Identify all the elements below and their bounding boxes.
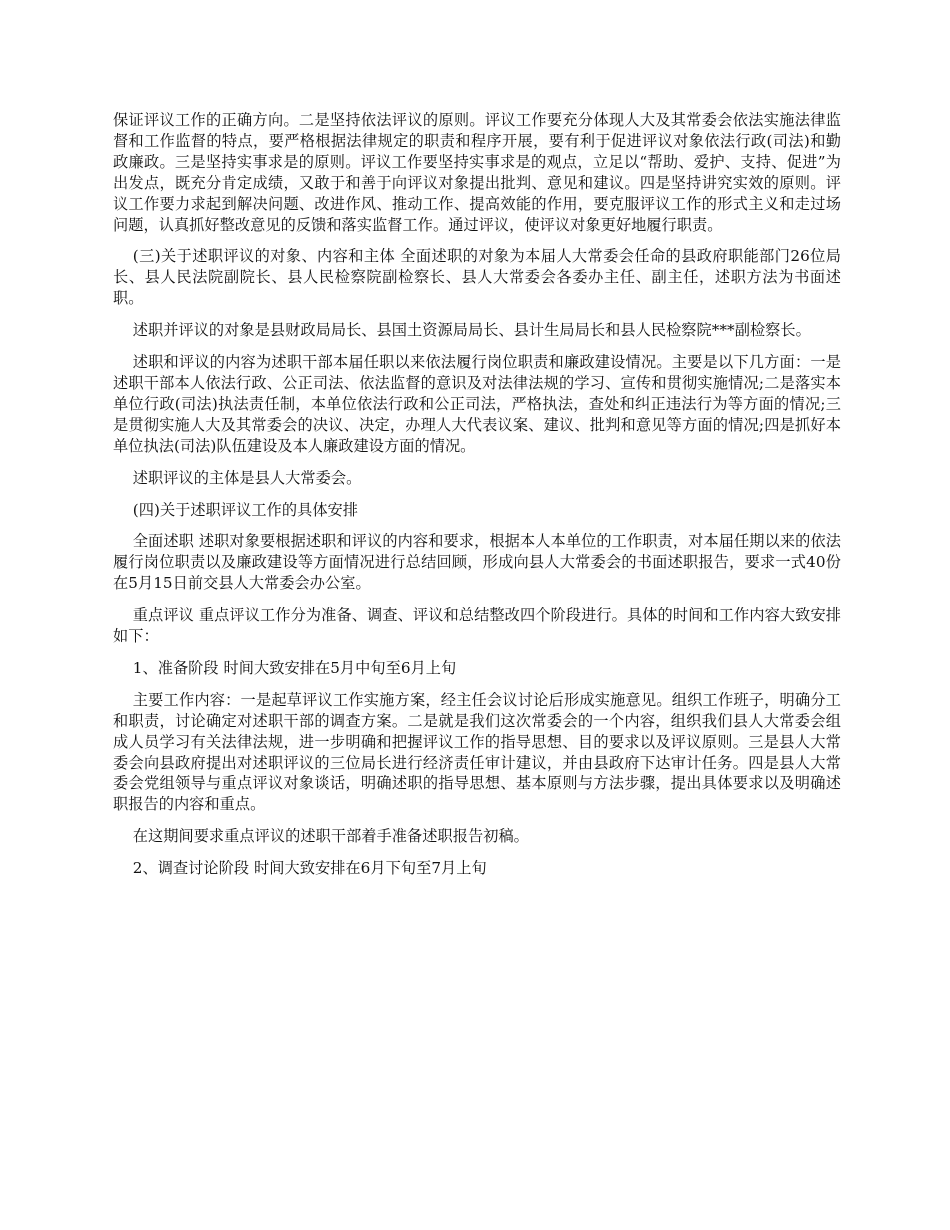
paragraph-3: 述职并评议的对象是县财政局局长、县国土资源局局长、县计生局局长和县人民检察院***副检察长。 — [132, 321, 811, 340]
paragraph-1: 保证评议工作的正确方向。二是坚持依法评议的原则。评议工作要充分体现人大及其常委会依法实施法律监督和工作监督的特点，要严格根据法律规定的职责和程序开展，要有利于促进评议对象依法行政(司法)和勤政廉政。三是坚持实事求是的原则。评议工作要坚持实事求是的观点，立足以“帮助、爱护、支持、促进”为出发点，既充分肯定成绩，又敢于和善于向评议对象提出批判、意见和建议。四是坚持讲究实效的原则。评议工作要力求起到解决问题、改进作风、推动工作、提高效能的作用，要克服评议工作的形式主义和走过场问题，认真抓好整改意见的反馈和落实监督工作。通过评议，使评议对象更好地履行职责。 — [113, 111, 841, 234]
section-heading-4: (四)关于述职评议工作的具体安排 — [132, 500, 359, 519]
document-body — [113, 110, 841, 890]
stage-heading-2: 2、调查讨论阶段 时间大致安排在6月下旬至7月上旬 — [132, 859, 487, 878]
paragraph-2: (三)关于述职评议的对象、内容和主体 全面述职的对象为本届人大常委会任命的县政府职能部门26位局长、县人民法院副院长、县人民检察院副检察长、县人大常委会各委办主任、副主任，述职方法为书面述职。 — [113, 247, 841, 308]
paragraph-5: 述职评议的主体是县人大常委会。 — [132, 468, 362, 487]
paragraph-4: 述职和评议的内容为述职干部本届任职以来依法履行岗位职责和廉政建设情况。主要是以下几方面：一是述职干部本人依法行政、公正司法、依法监督的意识及对法律法规的学习、宣传和贯彻实施情况;二是落实本单位行政(司法)执法责任制，本单位依法行政和公正司法，严格执法，查处和纠正违法行为等方面的情况;三是贯彻实施人大及其常委会的决议、决定，办理人大代表议案、建议、批判和意见等方面的情况;四是抓好本单位执法(司法)队伍建设及本人廉政建设方面的情况。 — [113, 353, 841, 455]
paragraph-11: 在这期间要求重点评议的述职干部着手准备述职报告初稿。 — [132, 827, 529, 846]
paragraph-8: 重点评议 重点评议工作分为准备、调查、评议和总结整改四个阶段进行。具体的时间和工作内容大致安排如下： — [113, 606, 841, 646]
stage-heading-1: 1、准备阶段 时间大致安排在5月中旬至6月上旬 — [132, 658, 457, 677]
paragraph-10: 主要工作内容：一是起草评议工作实施方案，经主任会议讨论后形成实施意见。组织工作班子，明确分工和职责，讨论确定对述职干部的调查方案。二是就是我们这次常委会的一个内容，组织我们县人大常委会组成人员学习有关法律法规，进一步明确和把握评议工作的指导思想、目的要求以及评议原则。三是县人大常委会向县政府提出对述职评议的三位局长进行经济责任审计建议，并由县政府下达审计任务。四是县人大常委会党组领导与重点评议对象谈话，明确述职的指导思想、基本原则与方法步骤，提出具体要求以及明确述职报告的内容和重点。 — [113, 690, 841, 814]
paragraph-7: 全面述职 述职对象要根据述职和评议的内容和要求，根据本人本单位的工作职责，对本届任期以来的依法履行岗位职责以及廉政建设等方面情况进行总结回顾，形成向县人大常委会的书面述职报告，要求一式40份在5月15日前交县人大常委会办公室。 — [113, 532, 841, 593]
